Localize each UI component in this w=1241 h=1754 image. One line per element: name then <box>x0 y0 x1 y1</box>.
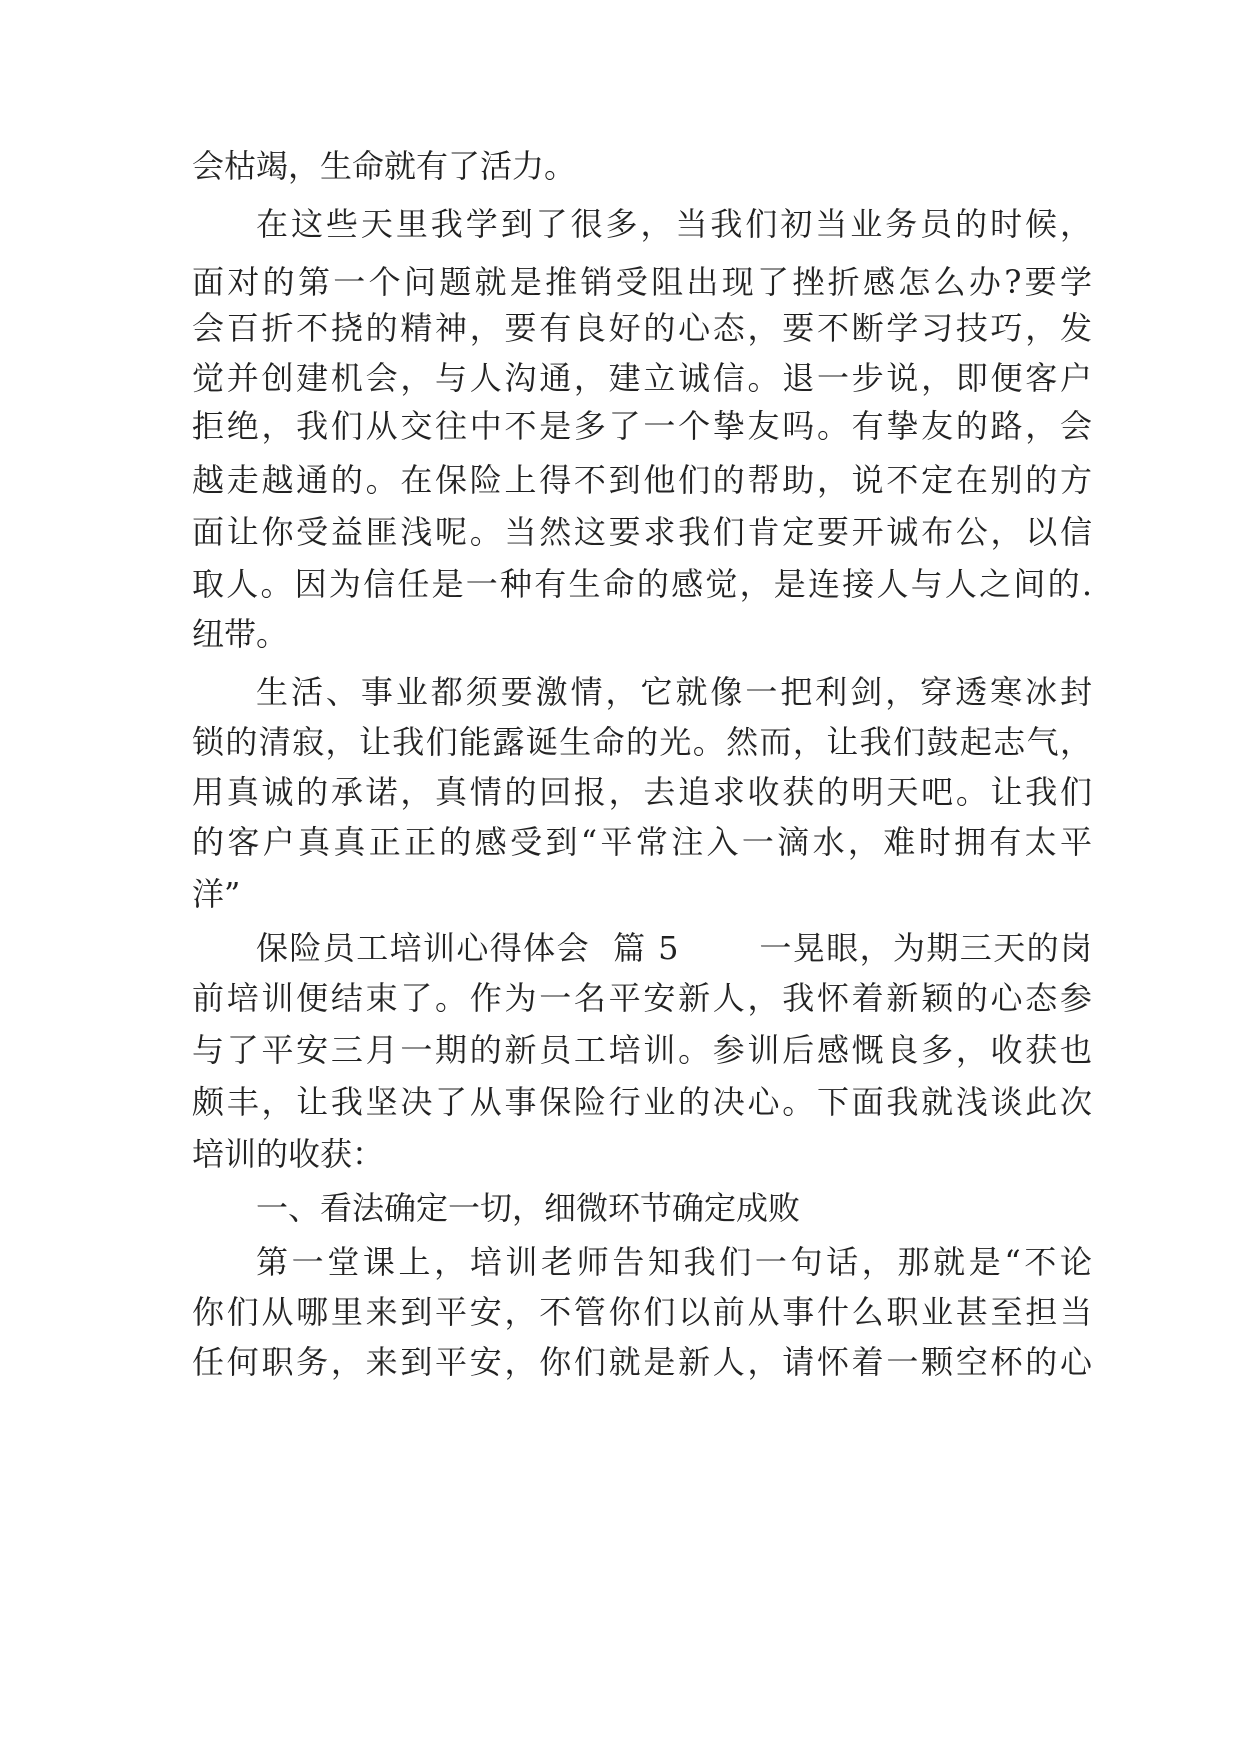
text-line: 会枯竭，生命就有了活力。 <box>192 147 577 185</box>
text-line: 越走越通的。在保险上得不到他们的帮助，说不定在别的方 <box>192 461 1092 499</box>
text-line: 生活、事业都须要激情，它就像一把利剑，穿透寒冰封 <box>256 673 1092 711</box>
text-line: 前培训便结束了。作为一名平安新人，我怀着新颖的心态参 <box>192 979 1092 1017</box>
text-line: 锁的清寂，让我们能露诞生命的光。然而，让我们鼓起志气， <box>192 723 1092 761</box>
text-line: 第一堂课上，培训老师告知我们一句话，那就是“不论 <box>256 1243 1092 1281</box>
text-line: 与了平安三月一期的新员工培训。参训后感慨良多，收获也 <box>192 1031 1092 1069</box>
text-line: 洋” <box>192 875 241 913</box>
text-line: 取人。因为信任是一种有生命的感觉，是连接人与人之间的. <box>192 565 1092 603</box>
text-line: 拒绝，我们从交往中不是多了一个挚友吗。有挚友的路，会 <box>192 407 1092 445</box>
text-line: 面让你受益匪浅呢。当然这要求我们肯定要开诚布公，以信 <box>192 513 1092 551</box>
text-line: 培训的收获： <box>192 1135 385 1173</box>
section-heading-line: 保险员工培训心得体会 篇 5 一晃眼，为期三天的岗 <box>256 929 1092 967</box>
text-line: 在这些天里我学到了很多，当我们初当业务员的时候， <box>256 205 1092 243</box>
text-line: 面对的第一个问题就是推销受阻出现了挫折感怎么办?要学 <box>192 263 1092 301</box>
text-line: 的客户真真正正的感受到“平常注入一滴水，难时拥有太平 <box>192 823 1092 861</box>
text-line: 觉并创建机会，与人沟通，建立诚信。退一步说，即便客户 <box>192 359 1092 397</box>
subheading-line: 一、看法确定一切，细微环节确定成败 <box>256 1189 801 1227</box>
text-line: 你们从哪里来到平安，不管你们以前从事什么职业甚至担当 <box>192 1293 1092 1331</box>
text-line: 颇丰，让我坚决了从事保险行业的决心。下面我就浅谈此次 <box>192 1083 1092 1121</box>
text-line: 用真诚的承诺，真情的回报，去追求收获的明天吧。让我们 <box>192 773 1092 811</box>
text-line: 会百折不挠的精神，要有良好的心态，要不断学习技巧，发 <box>192 309 1092 347</box>
text-line: 任何职务，来到平安，你们就是新人，请怀着一颗空杯的心 <box>192 1343 1092 1381</box>
text-line: 纽带。 <box>192 615 289 653</box>
